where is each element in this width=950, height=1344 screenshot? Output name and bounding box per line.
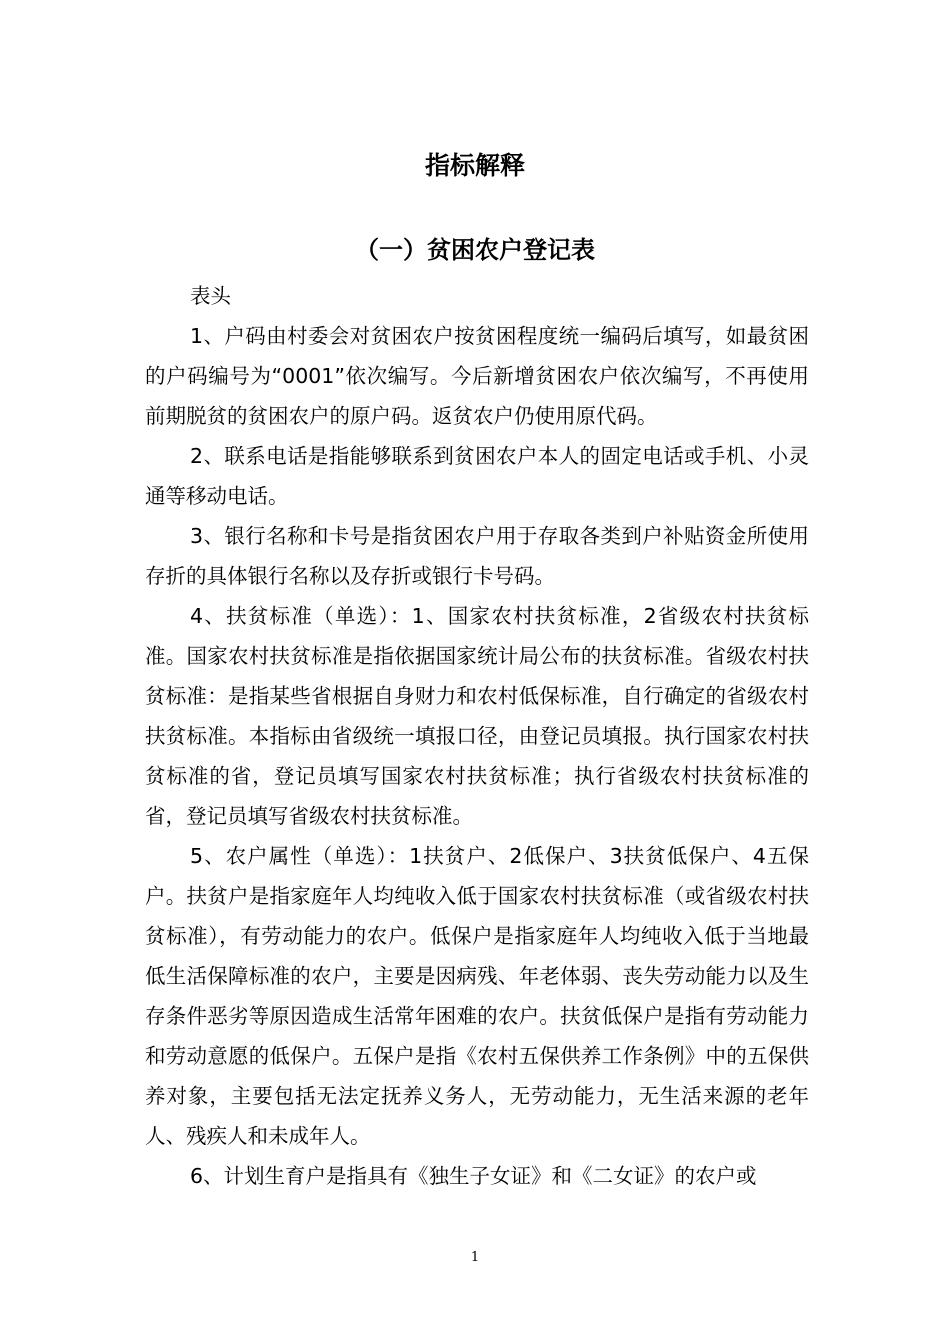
paragraph-contact-phone: 2、联系电话是指能够联系到贫困农户本人的固定电话或手机、小灵通等移动电话。: [145, 444, 809, 508]
paragraph-household-attribute: 5、农户属性（单选）：1扶贫户、2低保户、3扶贫低保户、4五保户。扶贫户是指家庭年人均纯收入低于国家农村扶贫标准（或省级农村扶贫标准），有劳动能力的农户。低保户是指家庭年人均纯收入低于当地最低生活保障标准的农户，主要是因病残、年老体弱、丧失劳动能力以及生存条件恶劣等原因造成生活常年困难的农户。扶贫低保户是指有劳动能力和劳动意愿的低保户。五保户是指《农村五保供养工作条例》中的五保供养对象，主要包括无法定抚养义务人，无劳动能力，无生活来源的老年人、残疾人和未成年人。: [145, 844, 809, 1148]
section-title: （一）贫困农户登记表: [355, 236, 595, 264]
paragraph-family-planning: 6、计划生育户是指具有《独生子女证》和《二女证》的农户或: [190, 1164, 757, 1188]
paragraph-bank-card: 3、银行名称和卡号是指贫困农户用于存取各类到户补贴资金所使用存折的具体银行名称以及存折或银行卡号码。: [145, 524, 809, 588]
paragraph-poverty-standard: 4、扶贫标准（单选）：1、国家农村扶贫标准，2省级农村扶贫标准。国家农村扶贫标准是指依据国家统计局公布的扶贫标准。省级农村扶贫标准：是指某些省根据自身财力和农村低保标准，自行确定的省级农村扶贫标准。本指标由省级统一填报口径，由登记员填报。执行国家农村扶贫标准的省，登记员填写国家农村扶贫标准；执行省级农村扶贫标准的省，登记员填写省级农村扶贫标准。: [145, 604, 809, 828]
document-title: 指标解释: [424, 151, 525, 180]
document-body: [145, 276, 809, 1196]
paragraph-header: 表头: [190, 284, 231, 308]
page-number: 1: [470, 1250, 480, 1265]
paragraph-household-code: 1、户码由村委会对贫困农户按贫困程度统一编码后填写，如最贫困的户码编号为“0001”依次编写。今后新增贫困农户依次编写，不再使用前期脱贫的贫困农户的原户码。返贫农户仍使用原代码。: [145, 324, 809, 428]
